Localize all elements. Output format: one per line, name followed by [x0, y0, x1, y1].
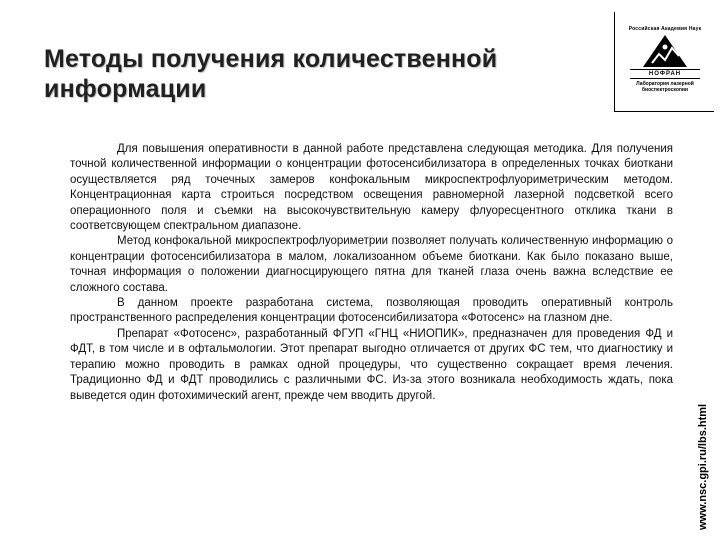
paragraph-2: Метод конфокальной микроспектрофлуориметрии позволяет получать количественную информацию о концентрации фотосенсибилизатора в малом, локализоанном объеме биоткани. Как было показано выше, точная информация о положении диагносцирующего пятна для тканей глаза очень важна вследствие ее сложного состава. [70, 235, 673, 294]
logo-name: НОФРАН [630, 69, 700, 79]
side-url: www.nsc.gpi.ru/lbs.html [697, 403, 709, 530]
lab-logo [626, 26, 704, 106]
paragraph-4: Препарат «Фотосенс», разработанный ФГУП «ГНЦ «НИОПИК», предназначен для проведения ФД и ФДТ, в том числе и в офтальмологии. Этот препарат выгодно отличается от других ФС тем, что диагностику и терапию можно проводить в рамках одной процедуры, что существенно сокращает время лечения. Традиционно ФД и ФДТ проводились с различными ФС. Из-за этого возникала необходимость ждать, пока выведется один фотохимический агент, прежде чем вводить другой. [70, 327, 673, 402]
logo-top-text: Российская Академия Наук [628, 26, 702, 32]
logo-vertical-divider [614, 12, 615, 112]
paragraph-3: В данном проекте разработана система, позволяющая проводить оперативный контроль пространственного распределения концентрации фотосенсибилизатора «Фотосенс» на глазном дне. [70, 297, 673, 325]
logo-subtitle: Лаборатория лазерной биоспектроскопии [636, 81, 694, 93]
page-title: Методы получения количественной информации [44, 45, 498, 103]
body-text [70, 142, 673, 404]
paragraph-1: Для повышения оперативности в данной работе представлена следующая методика. Для получения точной количественной информации о концентрации фотосенсибилизатора в определенных точках биоткани осуществляется ряд точечных замеров конфокальным микроспектрофлуориметрическим методом. Концентрационная карта строиться посредством освещения равномерной лазерной подсветкой всего операционного поля и съемки на высокочувствительную камеру флуоресцентного отклика ткани в соответсвующем спектральном диапазоне. [70, 143, 673, 233]
logo-horizontal-divider [614, 111, 714, 112]
triangle-emblem-icon [642, 34, 688, 68]
